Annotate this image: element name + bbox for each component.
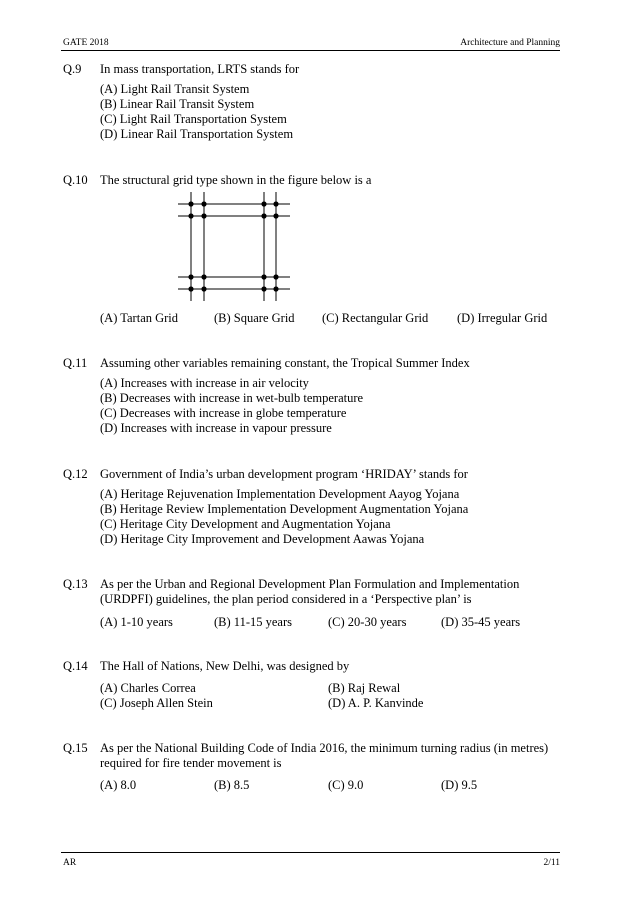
column-node bbox=[261, 274, 266, 279]
question-text-line-1: As per the National Building Code of India 2016, the minimum turning radius (in metres) bbox=[100, 741, 549, 755]
option-b: (B) 11-15 years bbox=[214, 615, 292, 629]
footer-rule bbox=[61, 852, 560, 853]
question-number: Q.12 bbox=[63, 467, 88, 481]
option-b: (B) Heritage Review Implementation Development Augmentation Yojana bbox=[100, 502, 469, 516]
option-c: (C) Light Rail Transportation System bbox=[100, 112, 287, 126]
column-node bbox=[261, 201, 266, 206]
option-a: (A) Heritage Rejuvenation Implementation Development Aayog Yojana bbox=[100, 487, 460, 501]
column-node bbox=[188, 201, 193, 206]
question-text bbox=[100, 741, 560, 771]
question-text: In mass transportation, LRTS stands for bbox=[100, 62, 300, 76]
option-d: (D) 35-45 years bbox=[441, 615, 521, 629]
option-list bbox=[100, 82, 560, 142]
question-text: The structural grid type shown in the figure below is a bbox=[100, 173, 372, 187]
option-a: (A) Tartan Grid bbox=[100, 311, 179, 325]
column-node bbox=[273, 286, 278, 291]
question-text-line-1: As per the Urban and Regional Development Plan Formulation and Implementation bbox=[100, 577, 520, 591]
option-d: (D) A. P. Kanvinde bbox=[328, 696, 424, 710]
question-text: The Hall of Nations, New Delhi, was designed by bbox=[100, 659, 350, 673]
option-a: (A) Increases with increase in air velocity bbox=[100, 376, 309, 390]
option-a: (A) 8.0 bbox=[100, 778, 137, 792]
option-d: (D) 9.5 bbox=[441, 778, 478, 792]
column-node bbox=[188, 213, 193, 218]
header-exam-name: GATE 2018 bbox=[63, 38, 109, 48]
option-c: (C) Heritage City Development and Augmentation Yojana bbox=[100, 517, 391, 531]
option-b: (B) 8.5 bbox=[214, 778, 250, 792]
option-b: (B) Decreases with increase in wet-bulb temperature bbox=[100, 391, 364, 405]
question-number: Q.13 bbox=[63, 577, 88, 591]
question-number: Q.11 bbox=[63, 356, 88, 370]
header-paper-title: Architecture and Planning bbox=[460, 38, 560, 48]
column-node bbox=[201, 201, 206, 206]
column-node bbox=[261, 213, 266, 218]
option-list bbox=[100, 487, 560, 547]
column-node bbox=[201, 286, 206, 291]
option-c: (C) Rectangular Grid bbox=[322, 311, 429, 325]
column-node bbox=[261, 286, 266, 291]
question-number: Q.14 bbox=[63, 659, 88, 673]
option-b: (B) Square Grid bbox=[214, 311, 295, 325]
question-number: Q.15 bbox=[63, 741, 88, 755]
footer-page-number: 2/11 bbox=[543, 858, 560, 868]
option-b: (B) Linear Rail Transit System bbox=[100, 97, 255, 111]
option-c: (C) 9.0 bbox=[328, 778, 364, 792]
structural-grid-figure bbox=[174, 192, 298, 304]
question-text: Government of India’s urban development program ‘HRIDAY’ stands for bbox=[100, 467, 468, 481]
column-node bbox=[273, 213, 278, 218]
footer-paper-code: AR bbox=[63, 858, 77, 868]
question-text-line-2: (URDPFI) guidelines, the plan period considered in a ‘Perspective plan’ is bbox=[100, 592, 472, 606]
option-a: (A) 1-10 years bbox=[100, 615, 173, 629]
column-node bbox=[273, 201, 278, 206]
question-text-line-2: required for fire tender movement is bbox=[100, 756, 282, 770]
question-text: Assuming other variables remaining constant, the Tropical Summer Index bbox=[100, 356, 470, 370]
question-text bbox=[100, 577, 560, 607]
option-a: (A) Charles Correa bbox=[100, 681, 196, 695]
column-node bbox=[201, 274, 206, 279]
question-number: Q.10 bbox=[63, 173, 88, 187]
column-node bbox=[188, 286, 193, 291]
option-d: (D) Heritage City Improvement and Development Aawas Yojana bbox=[100, 532, 425, 546]
column-node bbox=[201, 213, 206, 218]
option-c: (C) Joseph Allen Stein bbox=[100, 696, 213, 710]
column-node bbox=[273, 274, 278, 279]
option-d: (D) Irregular Grid bbox=[457, 311, 548, 325]
header-rule bbox=[61, 50, 560, 51]
option-c: (C) 20-30 years bbox=[328, 615, 407, 629]
question-number: Q.9 bbox=[63, 62, 82, 76]
option-a: (A) Light Rail Transit System bbox=[100, 82, 250, 96]
option-d: (D) Increases with increase in vapour pressure bbox=[100, 421, 332, 435]
option-list bbox=[100, 376, 560, 436]
option-b: (B) Raj Rewal bbox=[328, 681, 401, 695]
option-c: (C) Decreases with increase in globe temperature bbox=[100, 406, 347, 420]
option-d: (D) Linear Rail Transportation System bbox=[100, 127, 294, 141]
column-node bbox=[188, 274, 193, 279]
